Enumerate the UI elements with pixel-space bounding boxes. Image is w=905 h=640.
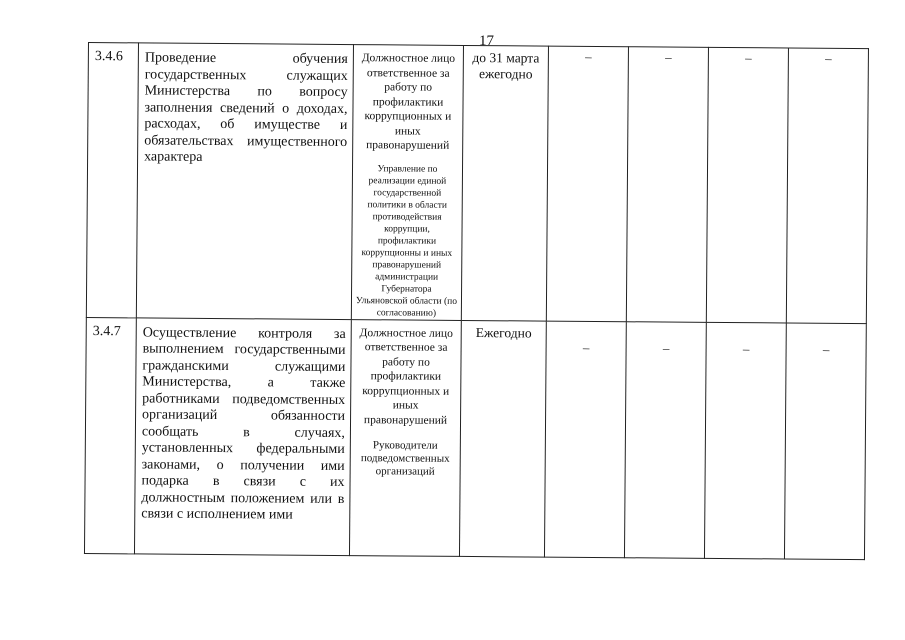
responsible-main: Должностное лицо ответственное за работу по профилактики коррупционных и иных правонарушений	[359, 326, 453, 427]
plan-table-wrapper	[84, 42, 868, 573]
value-dash: –	[825, 50, 832, 66]
table-row	[86, 43, 868, 324]
measure-name-cell	[136, 43, 353, 319]
row-number: 3.4.6	[94, 49, 123, 65]
row-number: 3.4.7	[92, 323, 121, 339]
page-number: 17	[479, 33, 494, 49]
plan-table	[84, 42, 869, 560]
term: Ежегодно	[475, 324, 532, 340]
responsible-main: Должностное лицо ответственное за работу по профилактики коррупционных и иных правонарушений	[361, 52, 456, 152]
value-cell	[624, 321, 706, 558]
value-dash: –	[662, 340, 670, 356]
value-cell	[626, 47, 708, 322]
value-cell	[706, 47, 788, 322]
measure-name: Проведение обучения государственных служащих Министерства по вопросу заполнения сведений о доходах, расходах, об имуществе и обязательствах имущественного характера	[144, 50, 348, 165]
measure-name: Осуществление контроля за выполнением государственными гражданскими служащими Министерства, а также работниками подведомственных организаций обязанности сообщать в случаях, установленных федеральными законами, о получении ими подарка в связи с их должностным положением или в связи с исполнением ими	[141, 324, 346, 523]
term-cell	[459, 320, 546, 557]
table-row	[84, 317, 866, 559]
row-number-cell	[84, 317, 136, 553]
value-cell	[784, 322, 866, 559]
value-cell	[546, 46, 628, 321]
value-cell	[544, 321, 626, 558]
responsible-secondary: Управление по реализации единой государственной политики в области противодействия коррупции, профилактики коррупционны и иных правонарушений администрации Губернатора Ульяновской области (по согласованию)	[355, 163, 458, 319]
term-cell	[461, 45, 548, 320]
responsible-secondary: Руководители подведомственных организаций	[360, 439, 450, 478]
value-dash: –	[582, 339, 590, 355]
value-cell	[704, 322, 786, 559]
value-cell	[786, 48, 868, 323]
value-dash: –	[745, 50, 752, 66]
value-dash: –	[822, 341, 830, 357]
responsible-cell	[351, 45, 463, 320]
value-dash: –	[742, 340, 750, 356]
row-number-cell	[86, 43, 138, 318]
measure-name-cell	[134, 317, 351, 555]
responsible-cell	[349, 319, 461, 556]
value-dash: –	[665, 49, 672, 65]
value-dash: –	[585, 48, 592, 64]
term: до 31 марта ежегодно	[472, 50, 540, 82]
